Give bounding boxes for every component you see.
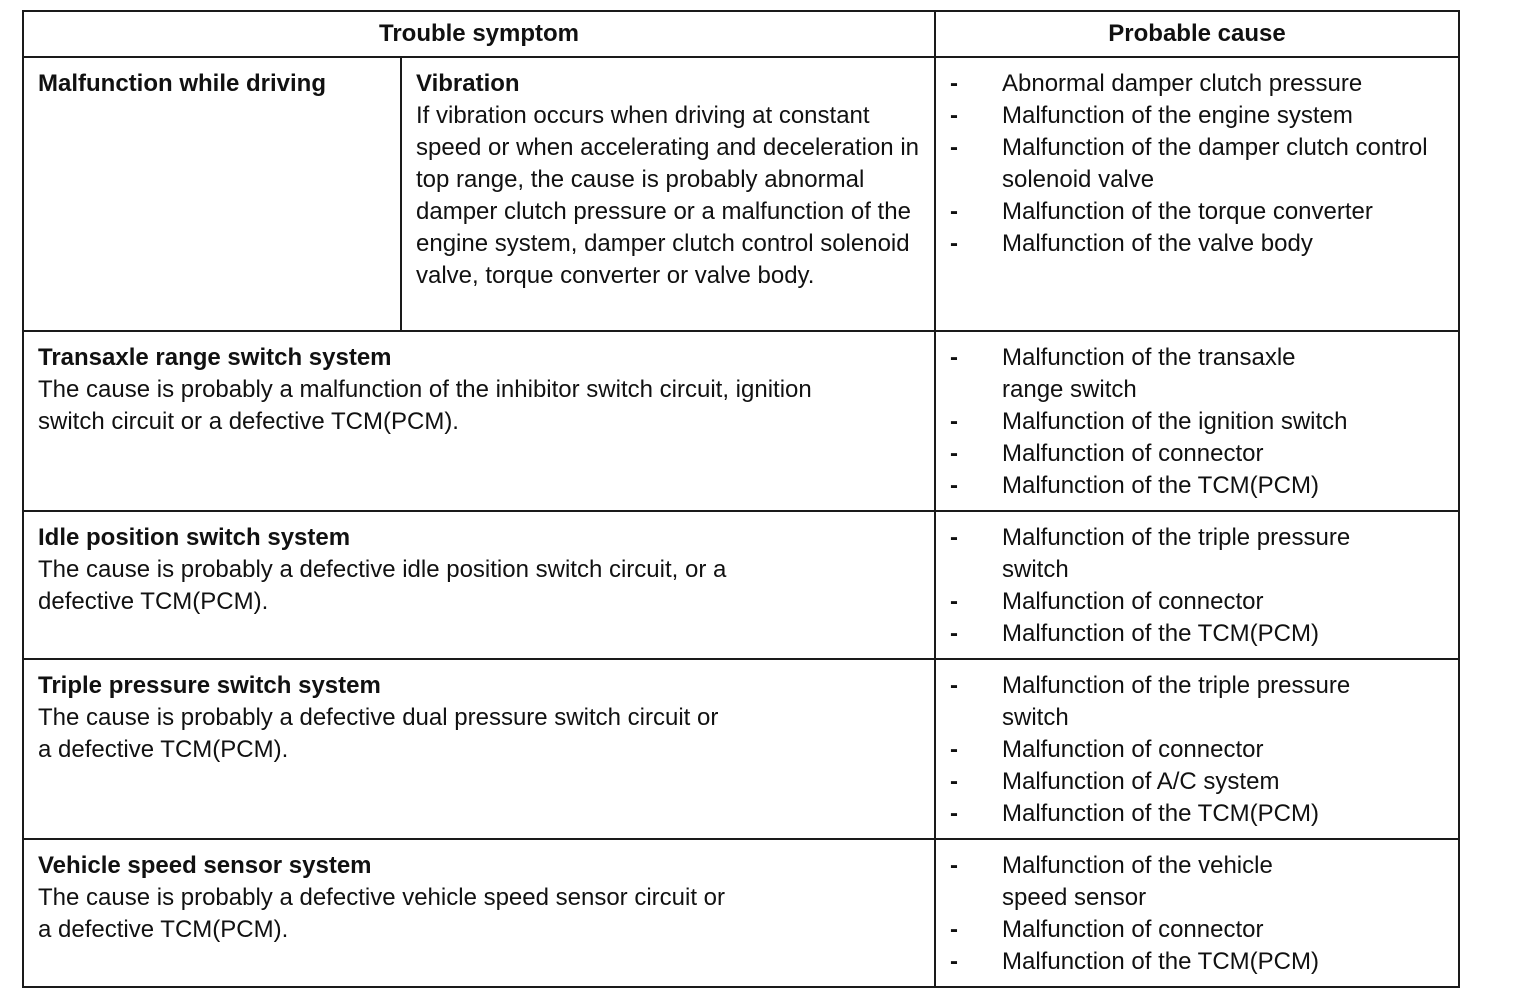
cause-text: Malfunction of connector <box>1002 588 1264 615</box>
cause-text: Abnormal damper clutch pressure <box>1002 70 1363 97</box>
cause-item: - Malfunction of the vehicle speed sensor <box>950 852 1273 911</box>
symptom-title: Triple pressure switch system <box>38 672 381 699</box>
symptom-title: Vehicle speed sensor system <box>38 852 372 879</box>
cause-item: - Malfunction of connector <box>950 916 1264 943</box>
cause-cell <box>935 511 1459 659</box>
symptom-title: Idle position switch system <box>38 524 351 551</box>
symptom-cell <box>401 57 935 331</box>
symptom-title: Transaxle range switch system <box>38 344 392 371</box>
cause-item: - Malfunction of the TCM(PCM) <box>950 472 1319 499</box>
cause-text: Malfunction of the triple pressure switch <box>1002 672 1351 731</box>
cause-text: Malfunction of the ignition switch <box>1002 408 1348 435</box>
cause-text: Malfunction of connector <box>1002 916 1264 943</box>
cause-text: Malfunction of the torque converter <box>1002 198 1373 225</box>
cause-item: - Malfunction of connector <box>950 440 1264 467</box>
cause-list <box>936 840 1458 986</box>
cause-cell <box>935 839 1459 987</box>
cause-list <box>936 512 1458 658</box>
cause-item: - Malfunction of A/C system <box>950 768 1280 795</box>
cause-item: - Malfunction of the triple pressure switch <box>950 672 1351 731</box>
trouble-table <box>22 10 1460 988</box>
symptom-description: The cause is probably a malfunction of the inhibitor switch circuit, ignition switch circuit or a defective TCM(PCM). <box>38 376 812 435</box>
cause-item: - Malfunction of the TCM(PCM) <box>950 800 1319 827</box>
cause-cell <box>935 659 1459 839</box>
cause-text: Malfunction of the TCM(PCM) <box>1002 800 1319 827</box>
symptom-category-cell <box>23 57 401 331</box>
symptom-description: The cause is probably a defective dual pressure switch circuit or a defective TCM(PCM). <box>38 704 719 763</box>
cause-list <box>936 332 1458 510</box>
cause-text: Malfunction of the TCM(PCM) <box>1002 948 1319 975</box>
symptom-description: The cause is probably a defective idle position switch circuit, or a defective TCM(PCM). <box>38 556 727 615</box>
symptom-description: If vibration occurs when driving at constant speed or when accelerating and deceleration in top range, the cause is probably abnormal damper clutch pressure or a malfunction of the engine system, damper clutch control solenoid valve, torque converter or valve body. <box>416 102 920 289</box>
cause-item: - Malfunction of the torque converter <box>950 198 1373 225</box>
symptom-title: Vibration <box>416 70 520 97</box>
cause-item: - Malfunction of connector <box>950 588 1264 615</box>
cause-text: Malfunction of the damper clutch control solenoid valve <box>1002 134 1428 193</box>
cause-text: Malfunction of connector <box>1002 736 1264 763</box>
cause-item: - Malfunction of the transaxle range switch <box>950 344 1296 403</box>
cause-text: Malfunction of the engine system <box>1002 102 1353 129</box>
cause-cell <box>935 57 1459 331</box>
table-row <box>23 511 1459 659</box>
cause-item: - Malfunction of the valve body <box>950 230 1313 257</box>
cause-item: - Malfunction of the triple pressure switch <box>950 524 1351 583</box>
header-probable-cause: Probable cause <box>935 11 1459 57</box>
symptom-cell <box>23 331 935 511</box>
cause-item: - Malfunction of the damper clutch control solenoid valve <box>950 134 1428 193</box>
cause-list <box>936 660 1458 838</box>
table-row <box>23 839 1459 987</box>
cause-list <box>936 58 1458 268</box>
cause-cell <box>935 331 1459 511</box>
symptom-cell <box>23 659 935 839</box>
cause-text: Malfunction of the transaxle range switch <box>1002 344 1296 403</box>
table-row <box>23 57 1459 331</box>
symptom-cell <box>23 511 935 659</box>
cause-text: Malfunction of the valve body <box>1002 230 1313 257</box>
header-row <box>23 11 1459 57</box>
header-trouble-symptom: Trouble symptom <box>23 11 935 57</box>
table-row <box>23 659 1459 839</box>
cause-text: Malfunction of the vehicle speed sensor <box>1002 852 1273 911</box>
cause-item: - Malfunction of the TCM(PCM) <box>950 948 1319 975</box>
cause-item: - Malfunction of connector <box>950 736 1264 763</box>
symptom-description: The cause is probably a defective vehicle speed sensor circuit or a defective TCM(PCM). <box>38 884 726 943</box>
symptom-cell <box>23 839 935 987</box>
symptom-category: Malfunction while driving <box>38 70 326 97</box>
cause-text: Malfunction of the TCM(PCM) <box>1002 620 1319 647</box>
cause-text: Malfunction of connector <box>1002 440 1264 467</box>
cause-text: Malfunction of the triple pressure switch <box>1002 524 1351 583</box>
cause-text: Malfunction of the TCM(PCM) <box>1002 472 1319 499</box>
cause-item: - Malfunction of the ignition switch <box>950 408 1348 435</box>
cause-item: - Abnormal damper clutch pressure <box>950 70 1363 97</box>
table-row <box>23 331 1459 511</box>
cause-text: Malfunction of A/C system <box>1002 768 1280 795</box>
cause-item: - Malfunction of the engine system <box>950 102 1353 129</box>
cause-item: - Malfunction of the TCM(PCM) <box>950 620 1319 647</box>
